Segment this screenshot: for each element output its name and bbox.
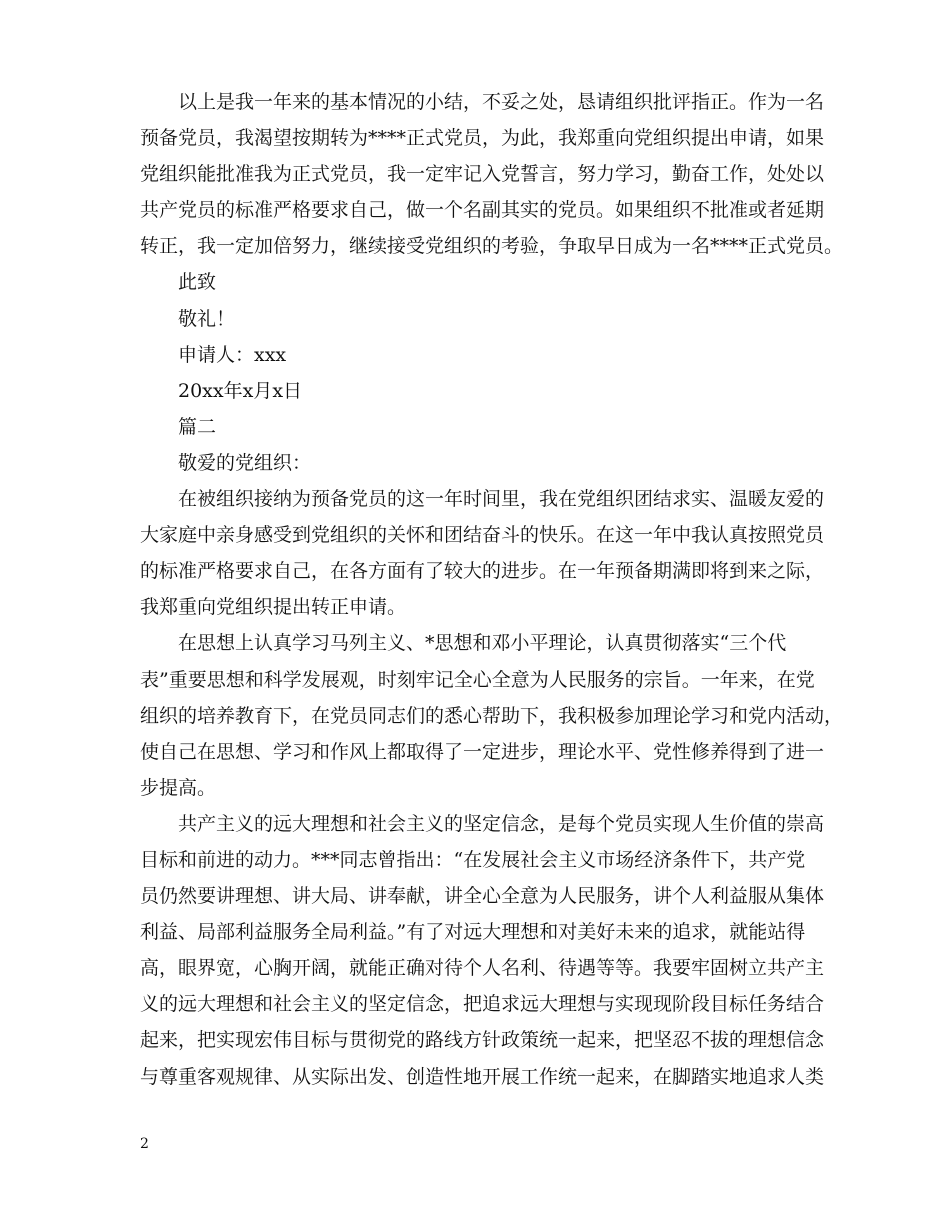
text-line: 我郑重向党组织提出转正申请。 bbox=[140, 596, 407, 619]
text-line: 使自己在思想、学习和作风上都取得了一定进步，理论水平、党性修养得到了进一 bbox=[140, 740, 825, 763]
text-line: 与尊重客观规律、从实际出发、创造性地开展工作统一起来，在脚踏实地追求人类 bbox=[140, 1065, 825, 1088]
document-body bbox=[140, 84, 844, 1095]
text-line: 大家庭中亲身感受到党组织的关怀和团结奋斗的快乐。在这一年中我认真按照党员 bbox=[140, 524, 825, 547]
letter-greeting: 敬爱的党组织： bbox=[178, 451, 312, 474]
closing-regards: 敬礼！ bbox=[178, 307, 236, 330]
text-line: 共产主义的远大理想和社会主义的坚定信念，是每个党员实现人生价值的崇高 bbox=[178, 812, 825, 835]
text-line: 起来，把实现宏伟目标与贯彻党的路线方针政策统一起来，把坚忍不拔的理想信念 bbox=[140, 1029, 825, 1052]
text-line: 义的远大理想和社会主义的坚定信念，把追求远大理想与实现现阶段目标任务结合 bbox=[140, 993, 825, 1016]
text-line: 步提高。 bbox=[140, 776, 217, 799]
text-line: 利益、局部利益服务全局利益。”有了对远大理想和对美好未来的追求，就能站得 bbox=[140, 921, 806, 944]
text-line: 转正，我一定加倍努力，继续接受党组织的考验，争取早日成为一名****正式党员。 bbox=[140, 235, 844, 258]
date-line: 20xx年x月x日 bbox=[178, 379, 303, 402]
text-line: 员仍然要讲理想、讲大局、讲奉献，讲全心全意为人民服务，讲个人利益服从集体 bbox=[140, 885, 825, 908]
text-line: 组织的培养教育下，在党员同志们的悉心帮助下，我积极参加理论学习和党内活动， bbox=[140, 704, 844, 727]
section-heading: 篇二 bbox=[178, 415, 217, 438]
text-line: 预备党员，我渴望按期转为****正式党员，为此，我郑重向党组织提出申请，如果 bbox=[140, 127, 825, 150]
text-line: 高，眼界宽，心胸开阔，就能正确对待个人名利、待遇等等。我要牢固树立共产主 bbox=[140, 957, 825, 980]
applicant-signature: 申请人：xxx bbox=[178, 343, 287, 366]
text-line: 表”重要思想和科学发展观，时刻牢记全心全意为人民服务的宗旨。一年来，在党 bbox=[140, 668, 815, 691]
text-line: 共产党员的标准严格要求自己，做一个名副其实的党员。如果组织不批准或者延期 bbox=[140, 199, 825, 222]
text-line: 以上是我一年来的基本情况的小结，不妥之处，恳请组织批评指正。作为一名 bbox=[178, 91, 825, 113]
text-line: 的标准严格要求自己，在各方面有了较大的进步。在一年预备期满即将到来之际， bbox=[140, 560, 825, 583]
closing-salutation: 此致 bbox=[178, 271, 217, 294]
page-number: 2 bbox=[140, 1136, 149, 1152]
text-line: 党组织能批准我为正式党员，我一定牢记入党誓言，努力学习，勤奋工作，处处以 bbox=[140, 163, 825, 186]
text-line: 在被组织接纳为预备党员的这一年时间里，我在党组织团结求实、温暖友爱的 bbox=[178, 488, 825, 511]
text-line: 目标和前进的动力。***同志曾指出：“在发展社会主义市场经济条件下，共产党 bbox=[140, 848, 806, 871]
text-line: 在思想上认真学习马列主义、*思想和邓小平理论，认真贯彻落实“三个代 bbox=[178, 632, 787, 655]
